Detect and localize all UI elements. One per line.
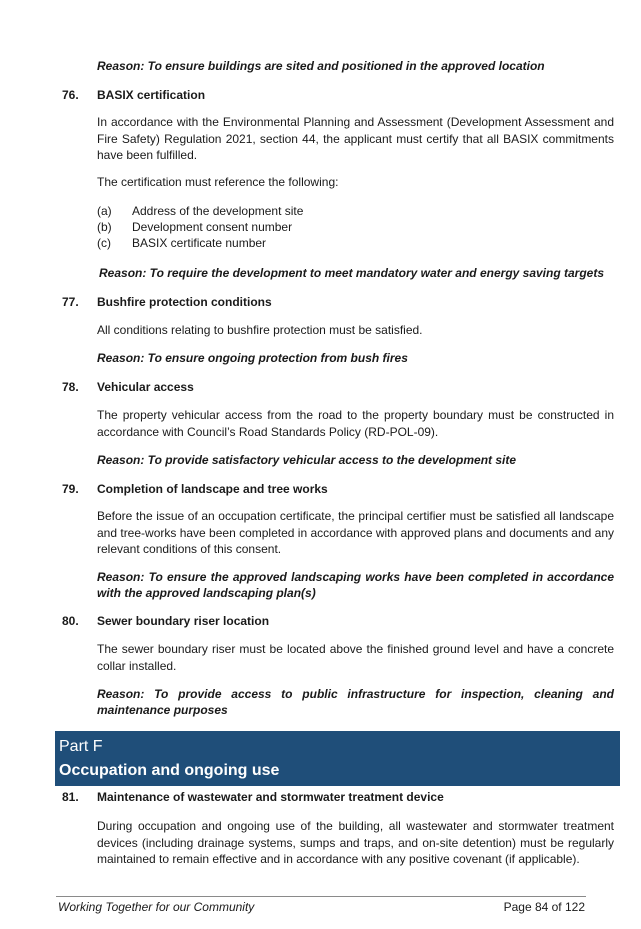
- condition-76-reason: Reason: To require the development to meet mandatory water and energy saving targets: [99, 266, 605, 280]
- condition-78-paragraph-1: The property vehicular access from the road to the property boundary must be constructed in accordance with Council’s Road Standards Policy (RD-POL-09).: [97, 408, 614, 439]
- condition-number: 76.: [62, 88, 79, 102]
- condition-title: Bushfire protection conditions: [97, 295, 272, 309]
- condition-80-reason: Reason: To provide access to public infrastructure for inspection, cleaning and maintenance purposes: [97, 687, 614, 717]
- condition-79-reason: Reason: To ensure the approved landscaping works have been completed in accordance with the approved landscaping plan(s): [97, 570, 614, 600]
- condition-number: 81.: [62, 790, 79, 804]
- list-item: [97, 219, 597, 235]
- list-item-text: BASIX certificate number: [132, 236, 267, 250]
- condition-title: Sewer boundary riser location: [97, 614, 270, 628]
- reason-siting: Reason: To ensure buildings are sited and positioned in the approved location: [97, 59, 545, 73]
- condition-77-reason: Reason: To ensure ongoing protection from bush fires: [97, 351, 408, 365]
- list-item: [97, 235, 597, 251]
- list-item-label: (b): [97, 220, 112, 234]
- part-title: Occupation and ongoing use: [59, 762, 280, 779]
- condition-number: 79.: [62, 482, 79, 496]
- condition-80-paragraph-1: The sewer boundary riser must be located above the finished ground level and have a concrete collar installed.: [97, 642, 614, 673]
- condition-76-list: [97, 203, 597, 251]
- condition-number: 80.: [62, 614, 79, 628]
- condition-title: Maintenance of wastewater and stormwater treatment device: [97, 790, 444, 804]
- condition-78-reason: Reason: To provide satisfactory vehicular access to the development site: [97, 453, 517, 467]
- condition-number: 78.: [62, 380, 79, 394]
- condition-81-paragraph-1: During occupation and ongoing use of the building, all wastewater and stormwater treatment devices (including drainage systems, sumps and traps, and on-site detention) must be regularly maintained to remain effective and in accordance with any positive covenant (if applicable).: [97, 819, 614, 866]
- condition-76-paragraph-1: In accordance with the Environmental Planning and Assessment (Development Assessment and Fire Safety) Regulation 2021, section 44, the applicant must certify that all BASIX commitments have been fulfilled.: [97, 115, 614, 162]
- condition-76-paragraph-2: The certification must reference the following:: [97, 175, 339, 189]
- page-number: Page 84 of 122: [503, 900, 585, 914]
- part-header-band: [55, 731, 620, 786]
- condition-title: BASIX certification: [97, 88, 206, 102]
- list-item-label: (c): [97, 236, 111, 250]
- list-item-text: Address of the development site: [132, 204, 304, 218]
- condition-number: 77.: [62, 295, 79, 309]
- list-item: [97, 203, 597, 219]
- footer-slogan: Working Together for our Community: [58, 900, 255, 914]
- footer-divider: [56, 896, 586, 897]
- condition-title: Vehicular access: [97, 380, 194, 394]
- list-item-text: Development consent number: [132, 220, 293, 234]
- part-label: Part F: [59, 738, 103, 755]
- list-item-label: (a): [97, 204, 112, 218]
- condition-77-paragraph-1: All conditions relating to bushfire protection must be satisfied.: [97, 323, 423, 337]
- condition-79-paragraph-1: Before the issue of an occupation certificate, the principal certifier must be satisfied all landscape and tree-works have been completed in accordance with approved plans and documents and any relevant conditions of this consent.: [97, 509, 614, 556]
- condition-title: Completion of landscape and tree works: [97, 482, 328, 496]
